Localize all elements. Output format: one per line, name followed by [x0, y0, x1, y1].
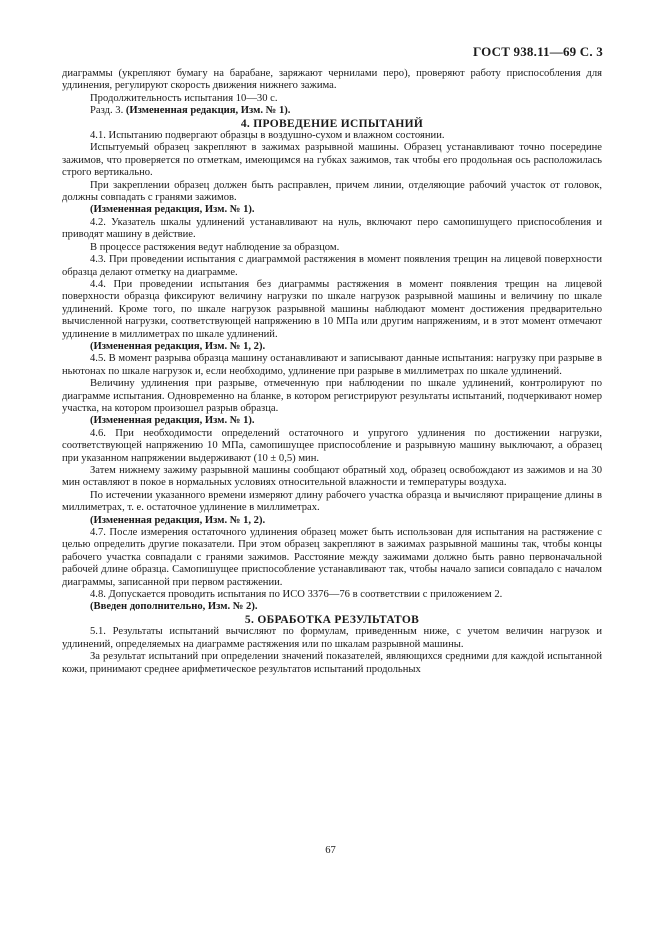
page-header: ГОСТ 938.11—69 С. 3	[473, 44, 603, 59]
clause-4-6-measure: По истечении указанного времени измеряют длину рабочего участка образца и вычисляют приращение длины в миллиметрах, т. е. остаточное удлинение в миллиметрах.	[62, 489, 602, 514]
clause-4-2-observation: В процессе растяжения ведут наблюдение за образцом.	[90, 241, 340, 253]
section3-ref: Разд. 3.	[90, 105, 126, 117]
clause-4-7: 4.7. После измерения остаточного удлинения образец может быть использован для испытания на растяжение с целью определить другие показатели. При этом образец закрепляют в зажимах разрывной машины так, чтобы концы рабочего участка совпадали с гранями зажимов. Расстояние между зажимами должно быть равно первоначальной рабочей длине образца. Самопишущее приспособление устанавливают так, чтобы начало записи совпадало с началом диаграммы, записанной при первом растяжении.	[62, 527, 602, 588]
section3-amendment-note: (Измененная редакция, Изм. № 1).	[125, 105, 291, 117]
page-number: 67	[325, 845, 336, 856]
section5-title: 5. ОБРАБОТКА РЕЗУЛЬТАТОВ	[244, 613, 420, 626]
clause-4-6-release: Затем нижнему зажиму разрывной машины сообщают обратный ход, образец освобождают из зажимов и на 30 мин оставляют в покое в нормальных условиях относительной влажности и температуры воздуха.	[62, 465, 602, 489]
clause-4-5-control: Величину удлинения при разрыве, отмеченную при наблюдении по шкале удлинений, контролируют по диаграмме испытания. Одновременно на бланке, в котором регистрируют результаты испытаний, подчеркивают номер участка, на котором произошел разрыв образца.	[62, 378, 602, 414]
clause-4-8: 4.8. Допускается проводить испытания по ИСО 3376—76 в соответствии с приложением 2.	[90, 589, 503, 601]
clause-4-5: 4.5. В момент разрыва образца машину останавливают и записывают данные испытания: нагрузку при разрыве в ньютонах по шкале нагрузок и, если необходимо, удлинение при разрыве в миллиметрах по шкале удлинений.	[62, 353, 602, 377]
clause-4-1-fixing: Испытуемый образец закрепляют в зажимах разрывной машины. Образец устанавливают точно посередине зажимов, что проверяется по отметкам, имеющимся на губках зажимов, так чтобы его продольная ось расположилась строго вертикально.	[62, 142, 602, 179]
clause-5-1: 5.1. Результаты испытаний вычисляют по формулам, приведенным ниже, с учетом величин нагрузок и удлинений, определяемых на диаграмме растяжения или по шкалам разрывной машины.	[62, 626, 602, 650]
clause-4-1: 4.1. Испытанию подвергают образцы в воздушно-сухом и влажном состоянии.	[90, 130, 445, 142]
section4-title: 4. ПРОВЕДЕНИЕ ИСПЫТАНИЙ	[240, 117, 424, 130]
clause-4-4: 4.4. При проведении испытания без диаграммы растяжения в момент появления трещин на лицевой поверхности образца фиксируют величину нагрузки по шкале нагрузок разрывной машины и величину по шкале удлинений. Кроме того, по шкале нагрузок разрывной машины наблюдают момент достижения предварительно вычисленной нагрузки, соответствующей напряжению в 10 МПа или другим напряжениям, и в этот момент отмечают удлинение в миллиметрах по шкале удлинений.	[62, 278, 602, 340]
test-duration: Продолжительность испытания 10—30 с.	[90, 92, 278, 104]
clause-4-5-amendment: (Измененная редакция, Изм. № 1).	[90, 415, 255, 427]
clause-4-3: 4.3. При проведении испытания с диаграммой растяжения в момент появления трещин на лицевой поверхности образца делают отметку на диаграмме.	[62, 254, 602, 278]
clause-4-1-amendment: (Измененная редакция, Изм. № 1).	[90, 204, 255, 216]
clause-5-1-result: За результат испытаний при определении значений показателей, являющихся средними для каждой испытанной кожи, принимают среднее арифметическое результатов испытаний продольных	[62, 651, 602, 675]
clause-4-2: 4.2. Указатель шкалы удлинений устанавливают на нуль, включают перо самопишущего приспособления и приводят машину в действие.	[62, 216, 602, 241]
clause-4-8-amendment: (Введен дополнительно, Изм. № 2).	[90, 601, 258, 613]
clause-4-6: 4.6. При необходимости определений остаточного и упругого удлинения по достижении нагрузки, соответствующей напряжению 10 МПа, самопишущее приспособление и разрывную машину выключают, а образец при указанном напряжении выдерживают (10 ± 0,5) мин.	[62, 427, 602, 464]
intro-paragraph: диаграммы (укрепляют бумагу на барабане, заряжают чернилами перо), проверяют работу приспособления для удлинения, регулируют скорость движения нижнего зажима.	[62, 68, 602, 92]
section3-amendment	[62, 105, 602, 117]
clause-4-1-straightening: При закреплении образец должен быть расправлен, причем линии, отделяющие рабочий участок от головок, должны совпадать с гранями зажимов.	[62, 179, 602, 204]
clause-4-6-amendment: (Измененная редакция, Изм. № 1, 2).	[90, 514, 266, 526]
page-content	[62, 68, 602, 676]
clause-4-4-amendment: (Измененная редакция, Изм. № 1, 2).	[90, 340, 266, 352]
